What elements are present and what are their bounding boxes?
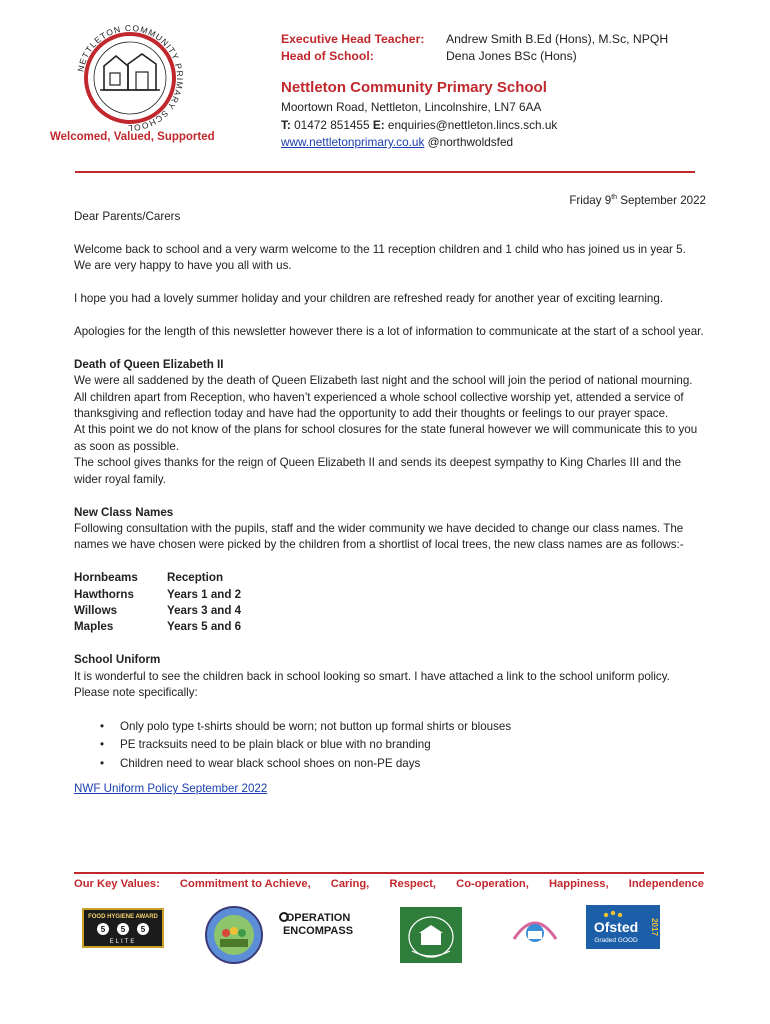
together-badge [204, 905, 264, 970]
value-item: Respect, [389, 878, 437, 890]
queen-paragraph-1: We were all saddened by the death of Queen Elizabeth last night and the school will join the period of national mourning. All children apart from Reception, who haven’t experienced a whole school collective worship yet, attended a service of thanksgiving and reflection today and have had the opportunity to add their thoughts or feelings to our prayer space. [74, 374, 693, 421]
school-name: Nettleton Community Primary School [281, 79, 547, 96]
class-years: Reception [167, 571, 224, 585]
food-hygiene-title: FOOD HYGIENE AWARD [88, 914, 158, 920]
twitter-handle: @northwoldsfed [427, 135, 514, 149]
school-logo [70, 18, 190, 138]
svg-text:NETTLETON COMMUNITY PRIMARY SC [75, 23, 185, 133]
email-label: E: [372, 117, 385, 132]
logo-ring-text: NETTLETON COMMUNITY PRIMARY SCHOOL [75, 22, 186, 134]
list-item: • Only polo type t-shirts should be worn; not button up formal shirts or blouses [100, 718, 706, 737]
class-years: Years 1 and 2 [167, 587, 242, 601]
classes-intro: Following consultation with the pupils, staff and the wider community we have decided to change our class names. The names we have chosen were picked by the children from a shortlist of local trees, the new class names are as follows:- [74, 521, 684, 552]
uniform-policy-link[interactable]: NWF Uniform Policy September 2022 [74, 782, 268, 796]
value-item: Independence [628, 878, 704, 890]
email-address[interactable]: enquiries@nettleton.lincs.sch.uk [387, 117, 558, 132]
svg-text:5: 5 [140, 925, 146, 934]
class-years: Years 3 and 4 [167, 603, 242, 617]
classes-heading: New Class Names [74, 505, 174, 519]
list-item: • PE tracksuits need to be plain black or blue with no branding [100, 736, 706, 755]
exec-head-value: Andrew Smith B.Ed (Hons), M.Sc, NPQH [446, 32, 669, 46]
queen-heading: Death of Queen Elizabeth II [74, 357, 224, 371]
ofsted-grade: Graded GOOD [594, 937, 638, 944]
ofsted-name: Ofsted [593, 919, 639, 935]
svg-text:OPERATION: OPERATION [285, 912, 351, 924]
paragraph-welcome: Welcome back to school and a very warm welcome to the 11 reception children and 1 child who has joined us in year 5. We are very happy to have you all with us. [74, 243, 686, 273]
header-info [281, 31, 721, 151]
tel-number: 01472 851455 [294, 117, 370, 132]
head-of-school-value: Dena Jones BSc (Hons) [446, 49, 577, 63]
green-school-badge [400, 907, 462, 968]
class-name: Hawthorns [74, 587, 134, 601]
value-item: Co-operation, [456, 878, 529, 890]
uniform-intro: It is wonderful to see the children back in school looking so smart. I have attached a link to the school uniform policy. Please note specifically: [74, 669, 670, 699]
letter-body [74, 190, 706, 798]
salutation: Dear Parents/Carers [74, 210, 181, 224]
header-divider [75, 171, 695, 173]
food-hygiene-badge [82, 908, 164, 953]
contact-line [281, 117, 721, 134]
exec-head-label: Executive Head Teacher: [281, 32, 425, 46]
food-hygiene-elite: ELITE [109, 939, 137, 945]
footer-divider [74, 872, 704, 874]
head-of-school-label: Head of School: [281, 49, 374, 63]
class-name: Willows [74, 603, 118, 617]
reading-award-badge [506, 905, 564, 954]
school-address: Moortown Road, Nettleton, Lincolnshire, LN7 6AA [281, 100, 542, 114]
uniform-bullet-list [100, 718, 706, 774]
class-name: Hornbeams [74, 571, 138, 585]
class-years: Years 5 and 6 [167, 620, 242, 634]
key-values [74, 878, 704, 890]
uniform-heading: School Uniform [74, 653, 161, 667]
list-item: • Children need to wear black school shoes on non-PE days [100, 755, 706, 774]
operation-encompass-logo [278, 909, 358, 944]
value-item: Happiness, [548, 878, 609, 890]
website-link[interactable]: www.nettletonprimary.co.uk [281, 135, 425, 149]
value-item: Caring, [330, 878, 370, 890]
queen-paragraph-3: The school gives thanks for the reign of Queen Elizabeth II and sends its deepest sympathy to King Charles III and the wider royal family. [74, 456, 682, 486]
class-names-table [74, 570, 706, 636]
tel-label: T: [281, 117, 291, 132]
value-item: Commitment to Achieve, [179, 878, 311, 890]
svg-text:5: 5 [120, 925, 126, 934]
svg-text:ENCOMPASS: ENCOMPASS [282, 925, 354, 937]
paragraph-apologies: Apologies for the length of this newsletter however there is a lot of information to communicate at the start of a school year. [74, 325, 704, 339]
accreditation-badges [80, 905, 680, 970]
ofsted-year: 2017 [650, 918, 659, 936]
svg-text:5: 5 [100, 925, 106, 934]
web-line [281, 134, 721, 151]
ofsted-badge [586, 905, 660, 954]
queen-paragraph-2: At this point we do not know of the plans for school closures for the state funeral however we will communicate this to you as soon as possible. [74, 423, 698, 453]
school-motto: Welcomed, Valued, Supported [50, 131, 215, 143]
class-name: Maples [74, 620, 114, 634]
key-values-label: Our Key Values: [74, 878, 160, 890]
letter-date: Friday 9th September 2022 [569, 193, 706, 207]
paragraph-summer: I hope you had a lovely summer holiday and your children are refreshed ready for another year of exciting learning. [74, 292, 664, 306]
